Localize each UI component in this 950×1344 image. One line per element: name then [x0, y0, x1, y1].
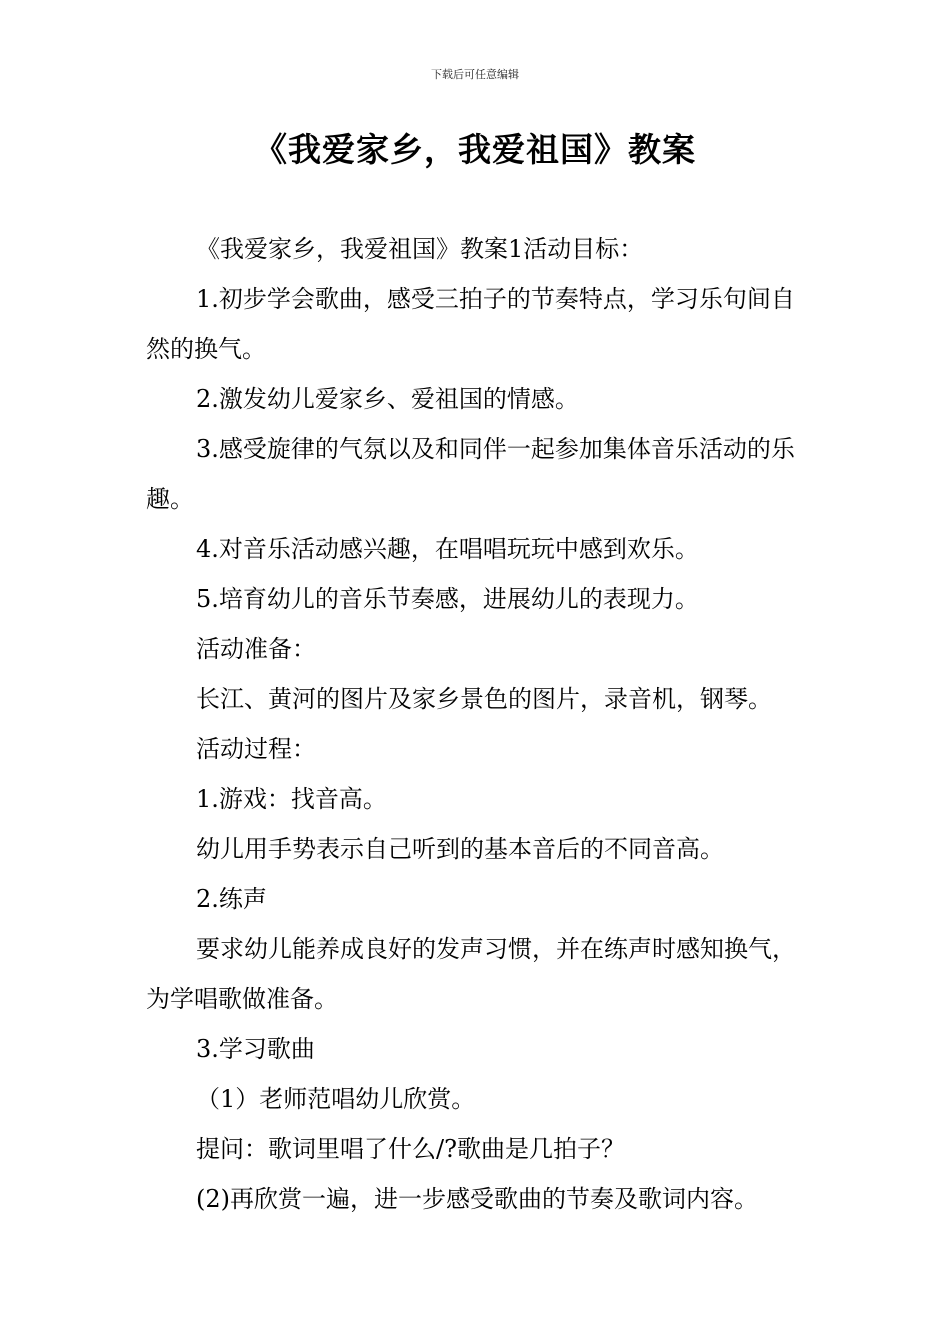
paragraph: 活动准备： — [196, 635, 316, 663]
paragraph: 长江、黄河的图片及家乡景色的图片，录音机，钢琴。 — [196, 685, 772, 713]
paragraph: 2.练声 — [196, 885, 267, 913]
paragraph: 提问：歌词里唱了什么/?歌曲是几拍子？ — [196, 1135, 625, 1163]
paragraph: (2)再欣赏一遍，进一步感受歌曲的节奏及歌词内容。 — [196, 1185, 758, 1213]
paragraph: 1.初步学会歌曲，感受三拍子的节奏特点，学习乐句间自然的换气。 — [146, 285, 795, 363]
paragraph: 2.激发幼儿爱家乡、爱祖国的情感。 — [196, 385, 579, 413]
document-title: 《我爱家乡，我爱祖国》教案 — [254, 130, 696, 169]
paragraph: 3.学习歌曲 — [196, 1035, 315, 1063]
paragraph: 幼儿用手势表示自己听到的基本音后的不同音高。 — [196, 835, 724, 863]
paragraph: 5.培育幼儿的音乐节奏感，进展幼儿的表现力。 — [196, 585, 699, 613]
paragraph: 3.感受旋律的气氛以及和同伴一起参加集体音乐活动的乐趣。 — [146, 435, 795, 513]
paragraph: 活动过程： — [196, 735, 316, 763]
document-body — [146, 224, 810, 1224]
paragraph: 《我爱家乡，我爱祖国》教案1活动目标： — [196, 235, 644, 263]
paragraph: 要求幼儿能养成良好的发声习惯，并在练声时感知换气，为学唱歌做准备。 — [146, 935, 796, 1013]
header-note: 下载后可任意编辑 — [431, 68, 519, 81]
paragraph: 4.对音乐活动感兴趣，在唱唱玩玩中感到欢乐。 — [196, 535, 699, 563]
paragraph: （1）老师范唱幼儿欣赏。 — [196, 1085, 476, 1113]
paragraph: 1.游戏：找音高。 — [196, 785, 387, 813]
